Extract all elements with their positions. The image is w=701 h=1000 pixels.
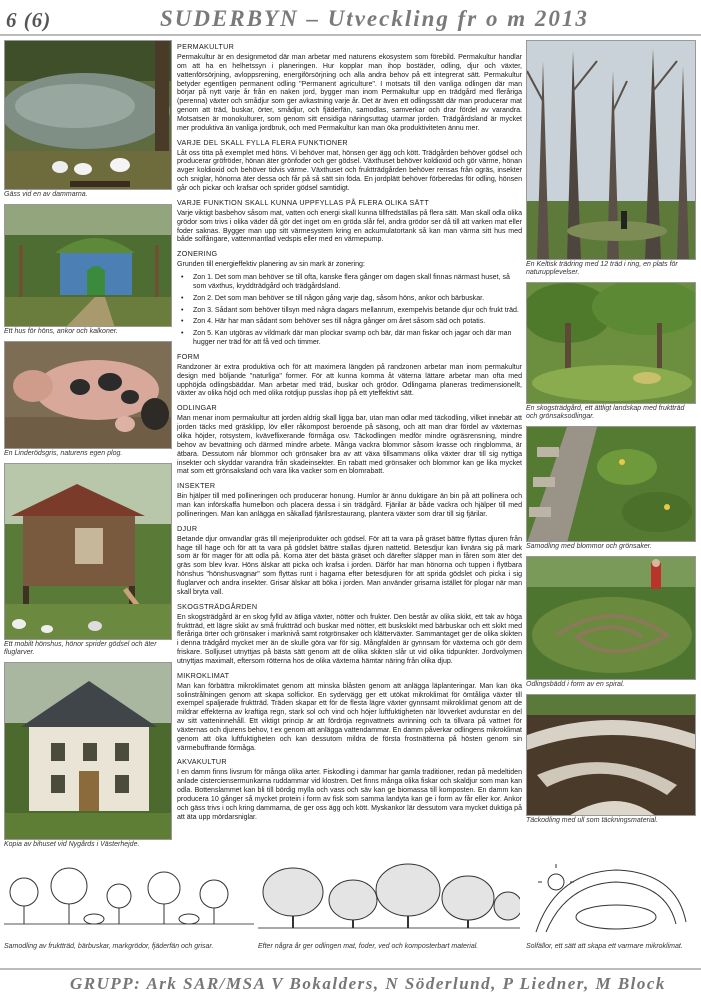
heading-varje-del: VARJE DEL SKALL FYLLA FLERA FUNKTIONER xyxy=(177,137,348,147)
list-item: • Zon 4. Här har man sådant som behöver ses till några gånger om året såsom säd och potatis. xyxy=(177,318,522,327)
heading-insekter: INSEKTER xyxy=(177,481,216,491)
sketch-food-forest-block xyxy=(258,862,520,954)
photo-companion-planting xyxy=(526,426,696,542)
photo-geese-pond xyxy=(4,40,172,190)
sketch-mixed-planting xyxy=(4,862,254,942)
zone-list xyxy=(177,274,522,348)
sketch-sun-trap-block xyxy=(526,862,696,954)
heading-djur: DJUR xyxy=(177,523,198,533)
para-varje-funktion: Varje viktigt basbehov såsom mat, vatten och energi skall kunna tillfredställas på flera sätt. Man skall odla olika grödor som trivs i olika väder då gör det inget om en gröda slår fel, andra grödor ser då till att varken mat eller foder saknas. Bygger man upp sitt värmesystem kring en ackumulatortank så kan man värma sitt hus med både solfångare, vattenmantlad vedspis eller med en värmepump. xyxy=(177,209,522,244)
para-djur: Betande djur omvandlar gräs till mejeriprodukter och gödsel. För att ta vara på gräset bättre flyttas djuren från hage till hage och för att ta vara på gödslet bättre stallas djuren nattetid. Betesdjur kan livnära sig på mark som är för mager för att odla på. Korna äter det bästa gräset och därefter släpper man in fåren som äter det gräs som blev kvar. Höns älskar att picka och krafsa i jorden. Därför har man hönorna och tuppen i flyttbara hönshus "hönshusvagnar" som flyttas runt i hagarna efter betesdjuren för att sprida gödslet och picka i sig fluglarver och andra insekter. Grisar älskar att böka i jorden. Man använder grisarna istället för plogar när man skall bryta vall. xyxy=(177,535,522,596)
page-title: SUDERBYN – Utveckling fr o m 2013 xyxy=(160,6,589,31)
para-mikroklimat: Man kan förbättra mikroklimatet genom att minska blåsten genom att anlägga läplanteringar. Man kan öka solinstrålningen genom att skapa solfickor. En sydervägg ger ett utökat mikroklimat för ömtåliga växter till exempel spaljerade fruktträd. Träden skapar ett för de flesta lägre växter gynnsamt mikroklimat genom att de mildrar effekterna av kraftiga regn, stark sol och vind och höjer luftfuktigheten när lövverket avdunstar en del av sitt vatteninnehåll. Ett viktigt princip är att fördröja regnvattnets avrinning och ta tillvara på vattnet för växternas och djurens behov, t ex genom att anlägga vattendammar. En damm påverkar odlingens mikroklimat genom att öka luftfuktigheten och kan dessutom mildra de första frostnätterna på hösten genom sin värmebuffrande förmåga. xyxy=(177,682,522,752)
heading-skogstradgarden: SKOGSTRÄDGÅRDEN xyxy=(177,601,258,611)
caption-wool-mulch: Täckodling med ull som täckningsmaterial. xyxy=(526,817,658,824)
photo-forest-garden xyxy=(526,282,696,404)
list-item: • Zon 3. Sådant som behöver tillsyn med några dagars mellanrum, exempelvis betande djur och frukt träd. xyxy=(177,307,522,316)
para-skogstradgarden: En skogsträdgård är en skog fylld av ätliga växter, nötter och frukter. Den består av olika skikt, ett tak av höga fruktträd, ett lägre skikt av små fruktträd och buskar med nötter, ett buskskikt med bärbuskar och ett skikt med fleråriga örter och grönsaker i marknivå samt rotgrönsaker och klätterväxter. Sammantaget ger de olika skikten i denna trädgård mycket mer än de skulle göra var för sig. Mångfalden är gynnsam för växterna och gör dem friskare. Solljuset utnyttjas på bästa sätt genom att de olika skikten slår ut vid olika tidpunkter. Jordvolymen utnyttjas maximalt, eftersom rötterna hos de olika växterna hämtar näring från olika djup. xyxy=(177,613,522,665)
photo-tree-ring xyxy=(526,40,696,260)
heading-mikroklimat: MIKROKLIMAT xyxy=(177,670,230,680)
heading-zonering: ZONERING xyxy=(177,249,218,259)
caption-sun-trap: Solfällor, ett sätt att skapa ett varmare mikroklimat. xyxy=(526,943,683,950)
heading-odlingar: ODLINGAR xyxy=(177,403,217,413)
caption-spiral-bed: Odlingsbädd i form av en spiral. xyxy=(526,681,625,688)
heading-varje-funktion: VARJE FUNKTION SKALL KUNNA UPPFYLLAS PÅ FLERA OLIKA SÄTT xyxy=(177,197,430,207)
page-footer xyxy=(0,968,701,1000)
caption-poultry-house: Ett hus för höns, ankor och kalkoner. xyxy=(4,328,118,335)
page-number: 6 (6) xyxy=(6,8,52,32)
list-item: • Zon 1. Det som man behöver se till ofta, kanske flera gånger om dagen skall finnas närmast huset, så som växthus, kryddträdgård och trädgårdsland. xyxy=(177,274,522,292)
sketch-sun-trap xyxy=(526,862,696,942)
right-photo-column xyxy=(526,40,696,830)
para-zonering: Grunden till energieffektiv planering av sin mark är zonering: xyxy=(177,261,365,269)
photo-pig xyxy=(4,341,172,449)
para-insekter: Bin hjälper till med pollineringen och producerar honung. Humlor är ännu duktigare än bin på att pollinera och man kan införskaffa humelbon och placera dessa i sin trädgård. Fjärilar är både vackra och hjälper till med pollineringen. Man kan anlägga en såkallad fjärilsrestaurang, plantera växter som drar till sig fjärilar. xyxy=(177,493,522,518)
sketch-mixed-planting-block xyxy=(4,862,254,954)
caption-tree-ring: En Keltisk trädring med 12 träd i ring, en plats för naturupplevelser. xyxy=(526,261,678,276)
caption-bee-house: Kopia av bihuset vid Nygårds i Västerhejde. xyxy=(4,841,140,848)
list-item: • Zon 5. Kan utgöras av vildmark där man plockar svamp och bär, där man fiskar och jagar och där man hugger ner träd för att få ved och timmer. xyxy=(177,330,522,348)
photo-wool-mulch xyxy=(526,694,696,816)
photo-poultry-house xyxy=(4,204,172,327)
para-odlingar: Man menar inom permakultur att jorden aldrig skall ligga bar, utan man odlar med täckodling, vilket innebär att jorden täcks med gräsklipp, löv eller råkompost beroende på säsong, och att man drar fördel av växternas olika höjder, rotsystem, kväveflixerande förmåga osv. Täckodlingen medför mindre ogräsrensning, mindre behov av bevattning och därmed mindre arbete. Många vackra blommor såsom krasse och ringblomma, är ätbara. Dessutom når blommor och grönsaker bra av att växa tillsammans olika växter drar till sig nyttiga insekter och skyddar varandra från skadeinsekter. En rabatt med grönsaker och blommor kan ge lika mycket mat som ett grönsaksland och vara lika vacker som en blomrabatt. xyxy=(177,415,522,476)
caption-companion-planting: Samodling med blommor och grönsaker. xyxy=(526,543,652,550)
sketch-food-forest xyxy=(258,862,520,942)
caption-mixed-planting: Samodling av fruktträd, bärbuskar, markgrödor, fjäderfän och grisar. xyxy=(4,943,214,950)
list-item: • Zon 2. Det som man behöver se till någon gång varje dag, såsom höns, ankor och bärbuskar. xyxy=(177,295,522,304)
caption-pig: En Linderödsgris, naturens egen plog. xyxy=(4,450,123,457)
caption-mobile-henhouse: Ett mobilt hönshus, hönor sprider gödsel och äter fluglarver. xyxy=(4,641,157,656)
para-permakultur: Permakultur är en designmetod där man arbetar med naturens ekosystem som förebild. Permakultur handlar om att ha en helhetssyn i planeringen. Hur kopplar man ihop bostäder, odling, djur och växter, vattenförsörjning, avloppsrening, energiförsörjning och alla andra behov på ett integrerat sätt. Permakultur betyder egentligen permanent odling "Permanent agriculture". I motsats till den vanliga odlingen där man börjar på nytt varje år från en naken jord, bygger man inom Permakultur upp en trädgård med fleråriga (perenna) växter och smådjur som ger avkastning varje år. Det är även ett odlingssätt där man producerar mat genom att träd, buskar, örter, smådjur, och fjäderfän, samodlas, samverkar och drar fördel av varandra. Motsatsen är monokulturer, som genom sitt ensidiga näringsuttag utarmar jorden. Trädgårdsland är mycket mer produktiva än vanliga jordbruk, och med Permakultur kan man öka produktiviteten ännu mer. xyxy=(177,54,522,132)
para-form: Randzoner är extra produktiva och för att maximera längden på randzonen arbetar man inom permakultur design med böljande "naturliga" former. För att kunna komma åt väterna lättare arbetar man ofta med upphöjda odlingsbäddar. Man arbetar med träd, buskar och grödor. Odlingarna planeras tredimensionellt, växter av olika höjd och med olika rotdjup pusslas ihop på ett yteffektivt sätt. xyxy=(177,363,522,398)
photo-mobile-henhouse xyxy=(4,463,172,640)
heading-permakultur: PERMAKULTUR xyxy=(177,42,235,51)
para-varje-del: Låt oss titta på exemplet med höns. Vi behöver mat, hönsen ger ägg och kött. Trädgården behöver gödsel och producerar gröfröder, hönan äter grönfoder och ger gödsel. Växthuset behöver koldioxid och gör värme, hönan avger koldioxid och behöver tidvis värme. Växthuset och fruktträdgården behöver rensas från ogräs, insekter och sniglar, hönorna äter dessa och får på så sätt sin föda. En jordplätt behöver förberedas för odling, hönsen går och pickar och krafsar och sprider gödsel samtidigt. xyxy=(177,149,522,192)
heading-akvakultur: AKVAKULTUR xyxy=(177,757,227,767)
caption-forest-garden: En skogsträdgård, ett ättligt landskap med fruktträd och grönsaksodlingar. xyxy=(526,405,685,420)
page-header xyxy=(0,0,701,36)
caption-food-forest: Efter några år ger odlingen mat, foder, ved och komposterbart material. xyxy=(258,943,479,950)
photo-spiral-bed xyxy=(526,556,696,680)
para-akvakultur: I en damm finns livsrum för många olika arter. Fiskodling i dammar har gamla traditioner, redan på medeltiden anlade cisterciensermunkarna ruddammar vid klostren. Det finns många olika fiskar och skaldjur som man kan odla. Bottenslammet kan bli till bördig mylla och vass och säv kan ge biomassa till komposten. En damm kan producera 10 gånger så mycket protein i form av fisk som samma landyta kan ge i form av får eller kor. Ankor och gäss trivs i och kring dammarna, de ger oss ägg och kött. Myskankor lär dessutom vara mycket duktiga på att äta upp mördarsniglar. xyxy=(177,769,522,821)
photo-bee-house xyxy=(4,662,172,840)
main-text xyxy=(177,39,522,859)
heading-form: FORM xyxy=(177,351,200,361)
group-authors: GRUPP: Ark SAR/MSA V Bokalders, N Söderlund, P Liedner, M Block xyxy=(70,974,666,993)
caption-geese: Gäss vid en av dammarna. xyxy=(4,191,88,198)
left-photo-column xyxy=(4,40,172,854)
